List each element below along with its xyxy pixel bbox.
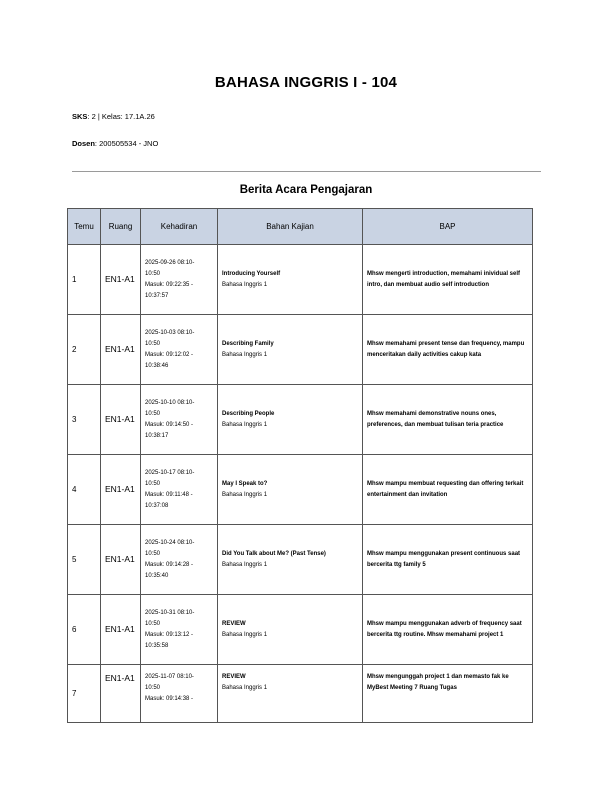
bahan-topic: Describing People xyxy=(222,410,275,417)
header-bap: BAP xyxy=(363,209,533,245)
temu-cell: 1 xyxy=(68,245,101,315)
bahan-kajian-cell xyxy=(218,315,363,385)
keluar-time: 10:37:57 xyxy=(145,292,169,299)
table-row xyxy=(68,315,533,385)
masuk-time: Masuk: 09:14:50 - xyxy=(145,421,194,428)
masuk-time: Masuk: 09:12:02 - xyxy=(145,351,194,358)
jadwal-start: 2025-10-10 08:10- xyxy=(145,399,195,406)
table-row xyxy=(68,455,533,525)
temu-cell: 2 xyxy=(68,315,101,385)
header-temu: Temu xyxy=(68,209,101,245)
jadwal-start: 2025-10-17 08:10- xyxy=(145,469,195,476)
table-row xyxy=(68,595,533,665)
bahan-course: Bahasa Inggris 1 xyxy=(222,281,268,288)
ruang-cell: EN1-A1 xyxy=(101,245,141,315)
temu-cell: 3 xyxy=(68,385,101,455)
table-row xyxy=(68,385,533,455)
ruang-cell: EN1-A1 xyxy=(101,315,141,385)
sks-kelas-line xyxy=(72,112,155,121)
bahan-topic: REVIEW xyxy=(222,620,246,627)
bahan-topic: Describing Family xyxy=(222,340,274,347)
header-ruang: Ruang xyxy=(101,209,141,245)
bahan-course: Bahasa Inggris 1 xyxy=(222,631,268,638)
jadwal-end: 10:50 xyxy=(145,685,161,691)
jadwal-end: 10:50 xyxy=(145,480,161,487)
jadwal-end: 10:50 xyxy=(145,620,161,627)
masuk-time: Masuk: 09:22:35 - xyxy=(145,281,194,288)
keluar-time: 10:38:46 xyxy=(145,362,169,369)
jadwal-start: 2025-10-31 08:10- xyxy=(145,609,195,616)
header-bahan-kajian: Bahan Kajian xyxy=(218,209,363,245)
bahan-topic: Introducing Yourself xyxy=(222,270,281,277)
jadwal-start: 2025-10-03 08:10- xyxy=(145,329,195,336)
masuk-time: Masuk: 09:11:48 - xyxy=(145,491,193,498)
ruang-cell: EN1-A1 xyxy=(101,595,141,665)
jadwal-start: 2025-09-26 08:10- xyxy=(145,259,195,266)
kehadiran-cell xyxy=(141,385,218,455)
jadwal-start: 2025-11-07 08:10- xyxy=(145,674,194,680)
bahan-topic: Did You Talk about Me? (Past Tense) xyxy=(222,550,326,557)
ruang-cell: EN1-A1 xyxy=(101,525,141,595)
bahan-course: Bahasa Inggris 1 xyxy=(222,491,268,498)
bahan-kajian-cell xyxy=(218,665,363,723)
temu-cell: 6 xyxy=(68,595,101,665)
keluar-time: 10:38:17 xyxy=(145,432,169,439)
table-header-row xyxy=(68,209,533,245)
bap-table xyxy=(67,208,533,723)
kehadiran-cell xyxy=(141,525,218,595)
bahan-course: Bahasa Inggris 1 xyxy=(222,561,268,568)
dosen-line xyxy=(72,139,158,148)
header-divider xyxy=(72,171,541,172)
bahan-kajian-cell xyxy=(218,525,363,595)
bahan-kajian-cell xyxy=(218,595,363,665)
bahan-kajian-cell xyxy=(218,385,363,455)
masuk-time: Masuk: 09:14:38 - xyxy=(145,696,194,702)
page-title: BAHASA INGGRIS I - 104 xyxy=(214,74,398,91)
bahan-course: Bahasa Inggris 1 xyxy=(222,351,268,358)
masuk-time: Masuk: 09:14:28 - xyxy=(145,561,194,568)
dosen-label: Dosen xyxy=(72,139,95,148)
bahan-topic: May I Speak to? xyxy=(222,480,268,487)
kehadiran-cell xyxy=(141,595,218,665)
jadwal-start: 2025-10-24 08:10- xyxy=(145,539,195,546)
sks-kelas-value: : 2 | Kelas: 17.1A.26 xyxy=(87,112,155,121)
bap-cell: Mhsw mengunggah project 1 dan memasto fak ke MyBest Meeting 7 Ruang Tugas xyxy=(363,665,533,723)
section-title: Berita Acara Pengajaran xyxy=(239,184,373,196)
ruang-cell: EN1-A1 xyxy=(101,455,141,525)
keluar-time: 10:37:08 xyxy=(145,502,169,509)
jadwal-end: 10:50 xyxy=(145,270,161,277)
kehadiran-cell xyxy=(141,665,218,723)
masuk-time: Masuk: 09:13:12 - xyxy=(145,631,194,638)
bap-cell: Mhsw mampu menggunakan present continuous saat bercerita ttg family 5 xyxy=(363,525,533,595)
kehadiran-cell xyxy=(141,455,218,525)
bap-cell: Mhsw mampu menggunakan adverb of frequency saat bercerita ttg routine. Mhsw memahami project 1 xyxy=(363,595,533,665)
bahan-topic: REVIEW xyxy=(222,674,246,680)
jadwal-end: 10:50 xyxy=(145,410,161,417)
temu-cell: 4 xyxy=(68,455,101,525)
jadwal-end: 10:50 xyxy=(145,340,161,347)
dosen-value: : 200505534 - JNO xyxy=(94,139,159,148)
table-row xyxy=(68,245,533,315)
table-row xyxy=(68,525,533,595)
temu-cell: 7 xyxy=(68,665,101,723)
kehadiran-cell xyxy=(141,315,218,385)
ruang-cell: EN1-A1 xyxy=(101,385,141,455)
temu-cell: 5 xyxy=(68,525,101,595)
table-row xyxy=(68,665,533,723)
sks-label: SKS xyxy=(72,112,88,121)
bahan-course: Bahasa Inggris 1 xyxy=(222,685,268,691)
bahan-kajian-cell xyxy=(218,455,363,525)
keluar-time: 10:35:40 xyxy=(145,572,169,579)
bahan-kajian-cell xyxy=(218,245,363,315)
bap-cell: Mhsw mampu membuat requesting dan offering terkait entertainment dan invitation xyxy=(363,455,533,525)
header-kehadiran: Kehadiran xyxy=(141,209,218,245)
bahan-course: Bahasa Inggris 1 xyxy=(222,421,268,428)
jadwal-end: 10:50 xyxy=(145,550,161,557)
keluar-time: 10:35:58 xyxy=(145,642,169,649)
bap-cell: Mhsw mengerti introduction, memahami inividual self intro, dan membuat audio self introduction xyxy=(363,245,533,315)
kehadiran-cell xyxy=(141,245,218,315)
bap-cell: Mhsw memahami present tense dan frequency, mampu menceritakan daily activities cakup kata xyxy=(363,315,533,385)
ruang-cell: EN1-A1 xyxy=(101,665,141,723)
bap-cell: Mhsw memahami demonstrative nouns ones, preferences, dan membuat tulisan teria practice xyxy=(363,385,533,455)
